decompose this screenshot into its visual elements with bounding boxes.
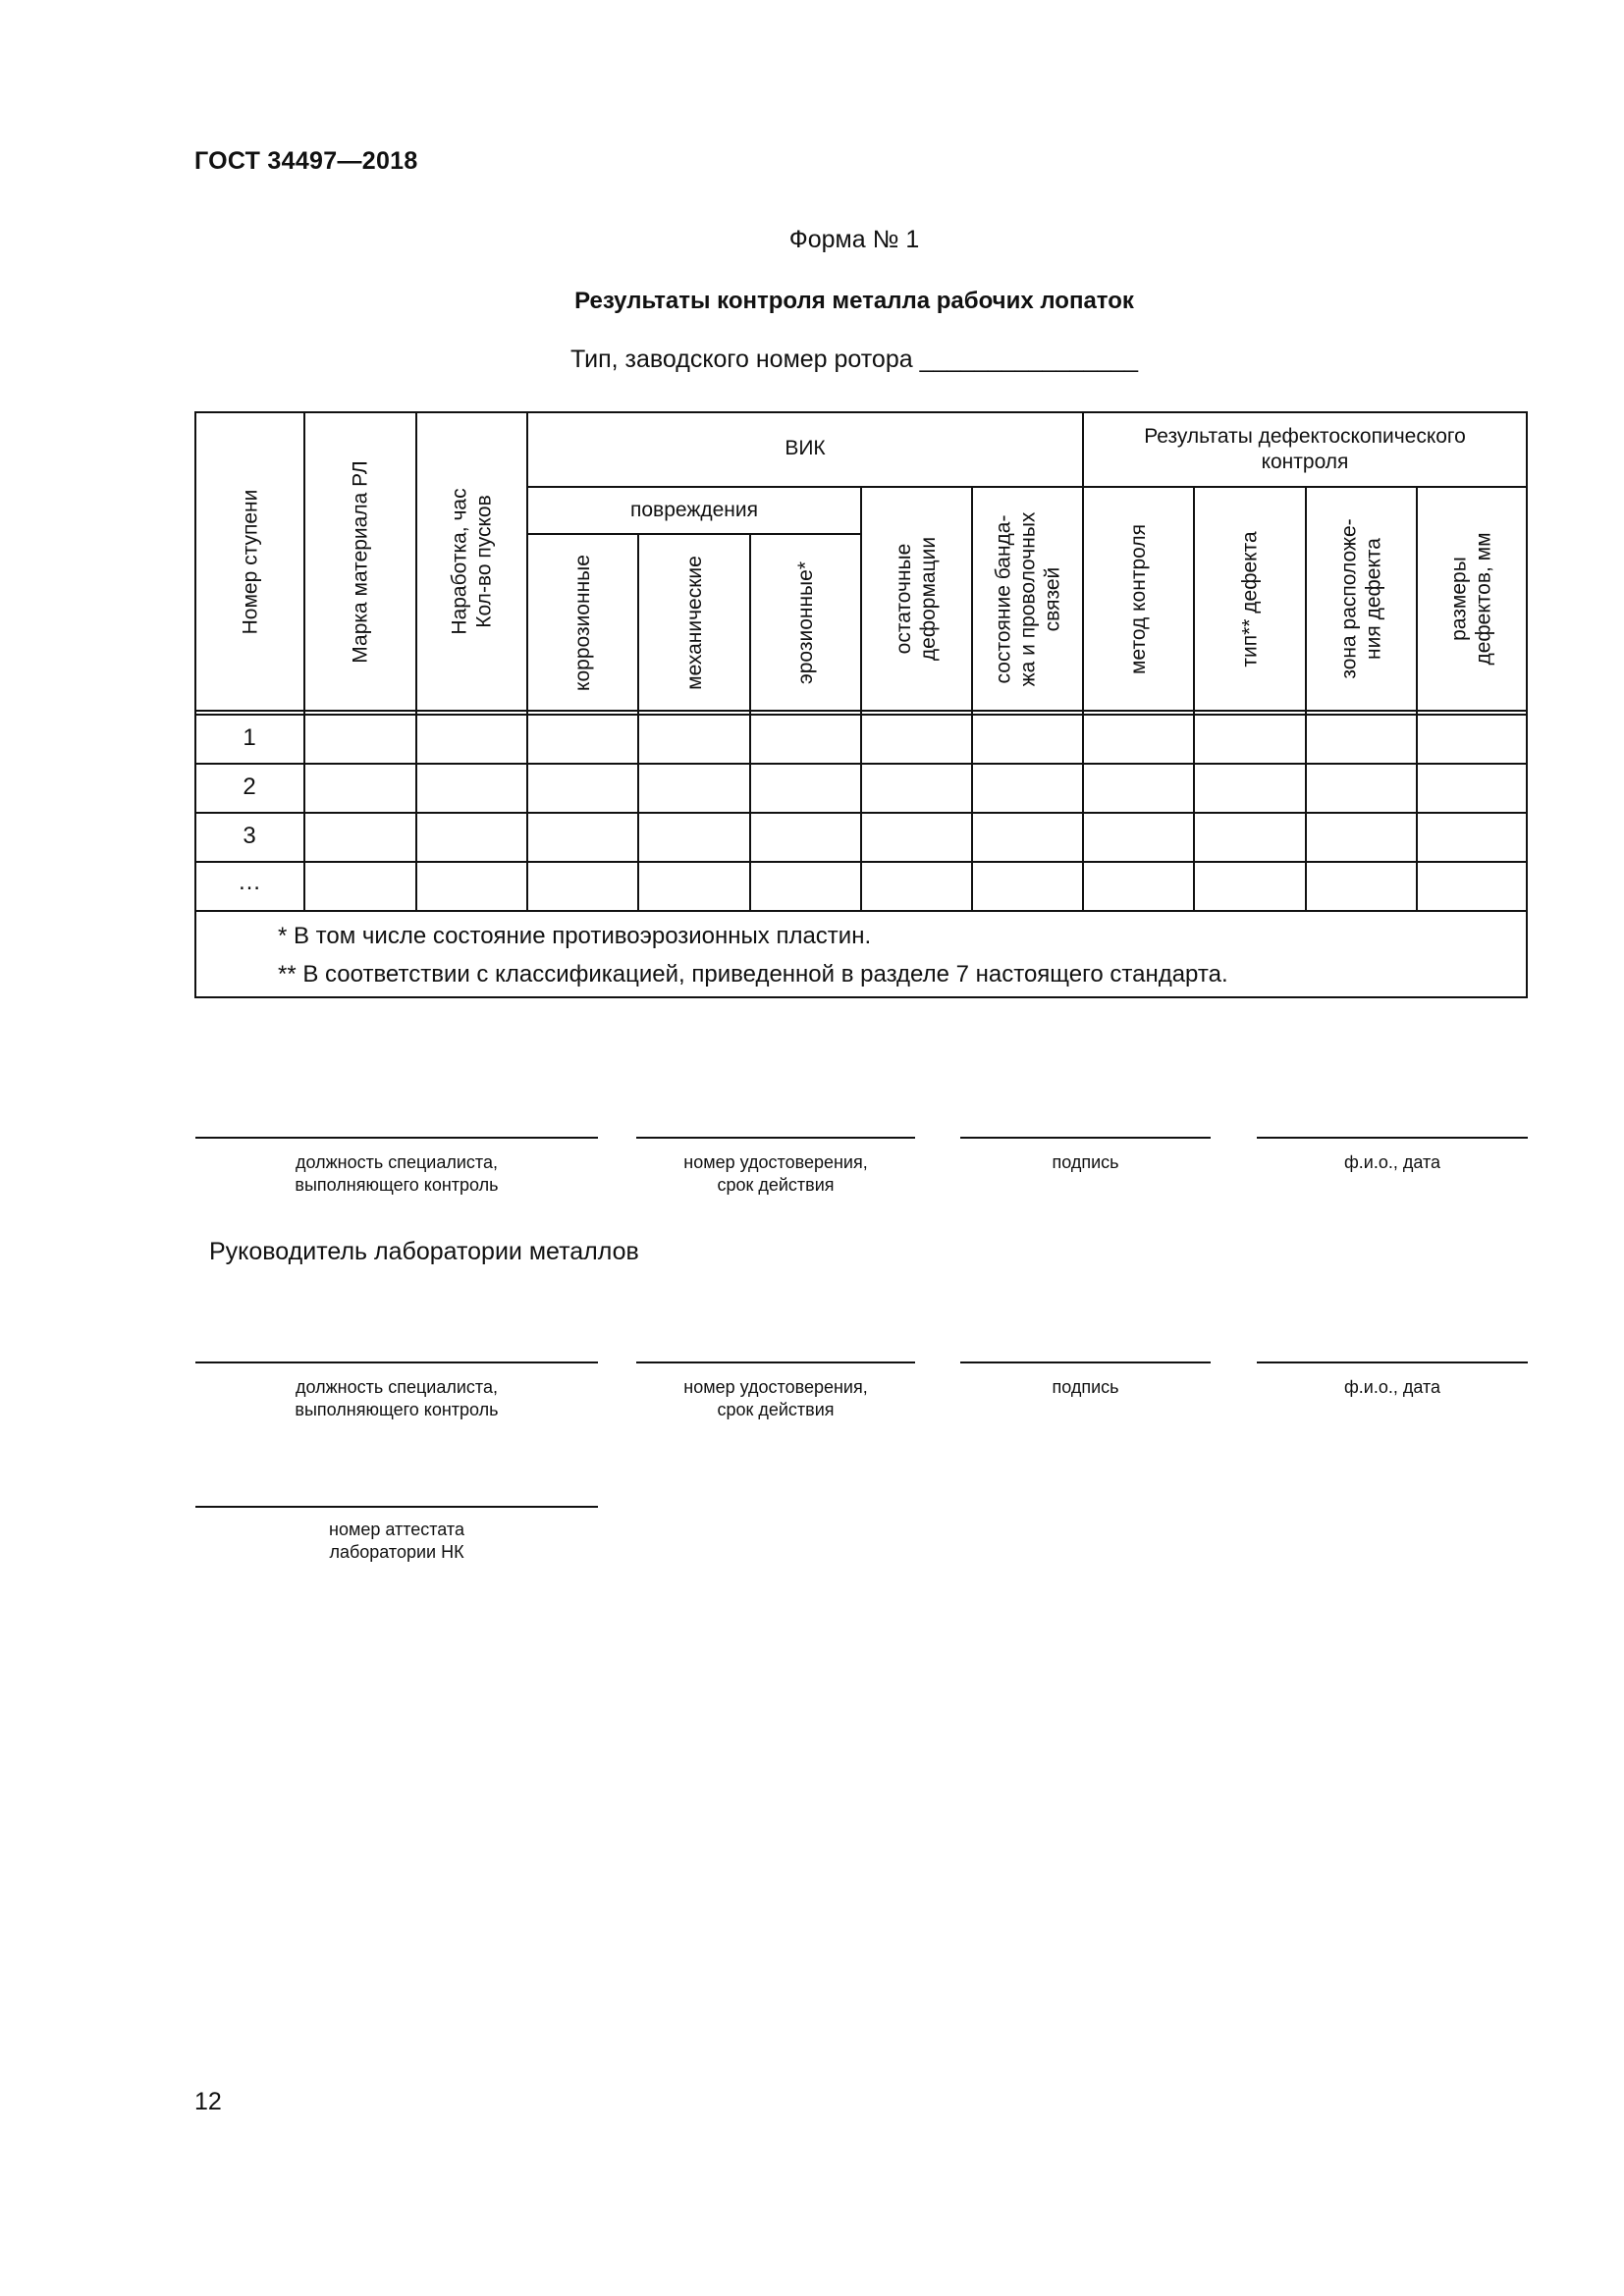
col-hours-header: Наработка, час Кол-во пусков <box>448 488 496 635</box>
col-stage-header: Номер ступени <box>239 489 261 634</box>
table-row-number: 3 <box>243 823 256 849</box>
results-table <box>0 0 1624 1021</box>
col-band-header: состояние банда- жа и проволочных связей <box>992 511 1063 686</box>
group-vik-header: ВИК <box>785 437 826 459</box>
col-material-header: Марка материала РЛ <box>349 459 372 664</box>
attestation-caption: номер аттестата лаборатории НК <box>329 1520 464 1562</box>
signature-line <box>195 1506 598 1508</box>
name-date-caption: ф.и.о., дата <box>1343 1377 1441 1397</box>
signature-line <box>960 1137 1211 1139</box>
signature-line <box>636 1137 915 1139</box>
document-header: ГОСТ 34497—2018 <box>194 147 418 175</box>
signature-line <box>195 1137 598 1139</box>
signature-line <box>636 1362 915 1363</box>
col-corrosion-header: коррозионные <box>571 554 595 691</box>
signature-line <box>195 1362 598 1363</box>
table-footnote-2: ** В соответствии с классификацией, приведенной в разделе 7 настоящего стандарта. <box>278 961 1228 988</box>
table-footnote-1: * В том числе состояние противоэрозионных пластин. <box>278 923 872 949</box>
signature-caption: подпись <box>1052 1152 1119 1172</box>
col-erosion-header: эрозионные* <box>794 561 818 684</box>
group-damage-header: повреждения <box>629 499 758 521</box>
col-mechanical-header: механические <box>682 555 706 690</box>
rotor-label: Тип, заводского номер ротора ________________ <box>569 346 1139 373</box>
signature-caption: подпись <box>1052 1377 1119 1397</box>
col-zone-header: зона расположе- ния дефекта <box>1337 518 1385 679</box>
lab-head-label: Руководитель лаборатории металлов <box>209 1238 639 1265</box>
col-deformation-header: остаточные деформации <box>893 536 941 662</box>
form-title: Результаты контроля металла рабочих лопаток <box>574 288 1134 314</box>
name-date-caption: ф.и.о., дата <box>1343 1152 1441 1172</box>
position-caption: должность специалиста, выполняющего контроль <box>295 1377 499 1419</box>
col-method-header: метод контроля <box>1127 523 1151 674</box>
position-caption: должность специалиста, выполняющего контроль <box>295 1152 499 1195</box>
col-type-header: тип** дефекта <box>1238 530 1262 667</box>
group-defect-header: Результаты дефектоскопического контроля <box>1144 425 1466 473</box>
signature-line <box>960 1362 1211 1363</box>
page-number: 12 <box>194 2088 222 2115</box>
table-row-number: 1 <box>243 724 256 751</box>
col-size-header: размеры дефектов, мм <box>1448 532 1496 666</box>
certificate-caption: номер удостоверения, срок действия <box>683 1152 868 1195</box>
table-row-number: 2 <box>243 774 256 800</box>
certificate-caption: номер удостоверения, срок действия <box>683 1377 868 1419</box>
form-number: Форма № 1 <box>788 226 920 253</box>
table-row-number: … <box>238 869 261 895</box>
signature-line <box>1257 1137 1528 1139</box>
signature-line <box>1257 1362 1528 1363</box>
